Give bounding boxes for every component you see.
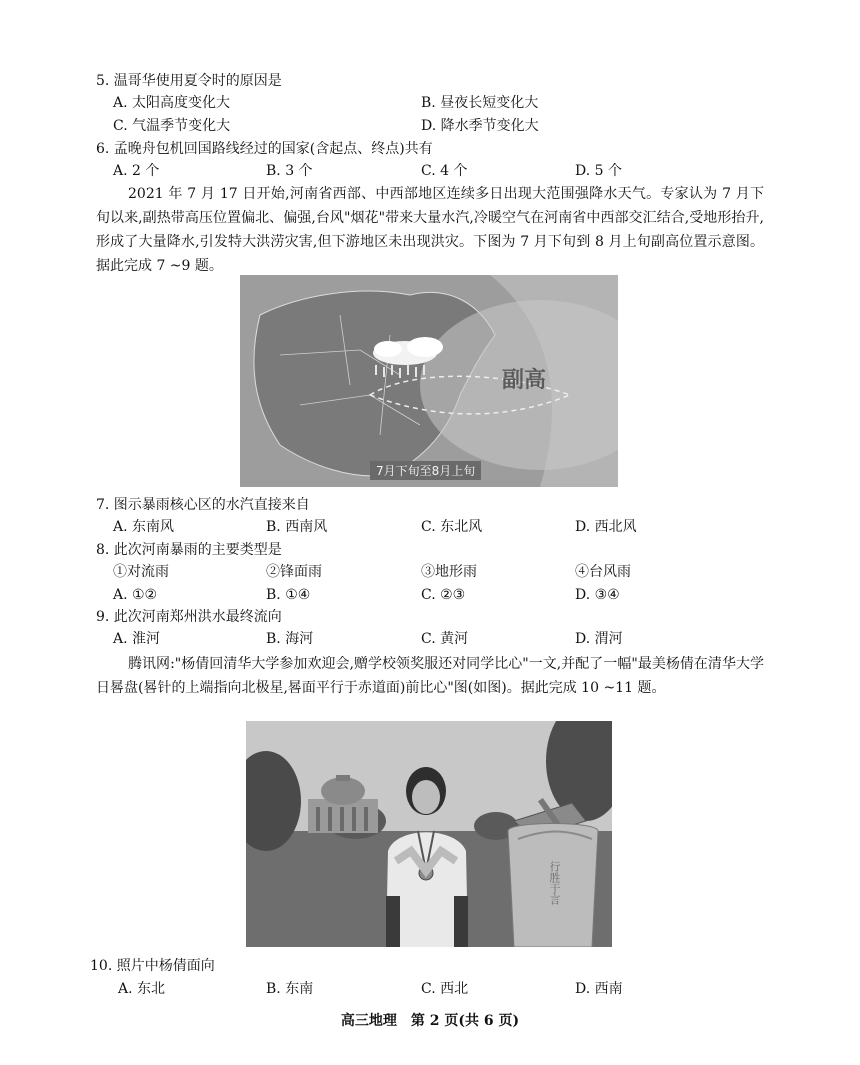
q7-option-d: D. 西北风 [575,519,637,535]
q10-option-a: A. 东北 [118,981,166,997]
q6-option-b: B. 3 个 [266,163,313,179]
photo-graphic [246,721,612,947]
q6-option-c: C. 4 个 [421,163,468,179]
sundial-photo [246,721,612,947]
q8-option-b: B. ①④ [266,587,311,603]
q9-option-c: C. 黄河 [421,631,469,647]
q10-option-b: B. 东南 [266,981,314,997]
q7-stem: 7. 图示暴雨核心区的水汽直接来自 [96,497,310,513]
passage-yang-qian: 腾讯网:"杨倩回清华大学参加欢迎会,赠学校领奖服还对同学比心"一文,并配了一幅"最美杨倩在清华大学日晷盘(晷针的上端指向北极星,晷面平行于赤道面)前比心"图(如图)。据此完成 10 ~11 题。 [96,656,764,696]
q10-option-c: C. 西北 [421,981,469,997]
q5-option-a: A. 太阳高度变化大 [113,95,231,111]
q8-option-a: A. ①② [113,587,158,603]
q8-option-d: D. ③④ [575,587,620,603]
map-caption: 7月下旬至8月上旬 [370,461,481,480]
map-graphic [240,275,618,487]
q8-item-1: ①对流雨 [113,564,169,580]
q5-option-b: B. 昼夜长短变化大 [421,95,539,111]
q5-stem: 5. 温哥华使用夏令时的原因是 [96,73,282,89]
q8-stem: 8. 此次河南暴雨的主要类型是 [96,542,282,558]
passage-henan-rainstorm: 2021 年 7 月 17 日开始,河南省西部、中西部地区连续多日出现大范围强降水天气。专家认为 7 月下旬以来,副热带高压位置偏北、偏强,台风"烟花"带来大量水汽,冷暖空气在河南省中西部交汇结合,受地形抬升,形成了大量降水,引发特大洪涝灾害,但下游地区未出现洪灾。下图为 7 月下旬到 8 月上旬副高位置示意图。据此完成 7 ~9 题。 [96,186,764,274]
q8-item-2: ②锋面雨 [266,564,322,580]
map-label-subtropical-high: 副高 [502,368,547,393]
q6-stem: 6. 孟晚舟包机回国路线经过的国家(含起点、终点)共有 [96,141,433,157]
q5-option-c: C. 气温季节变化大 [113,118,231,134]
q6-option-d: D. 5 个 [575,163,622,179]
q9-option-b: B. 海河 [266,631,314,647]
q6-option-a: A. 2 个 [113,163,160,179]
q10-stem: 10. 照片中杨倩面向 [90,958,215,974]
q8-option-c: C. ②③ [421,587,466,603]
page-footer: 高三地理 第 2 页(共 6 页) [340,1013,520,1029]
q10-option-d: D. 西南 [575,981,623,997]
q9-option-a: A. 淮河 [113,631,161,647]
q7-option-c: C. 东北风 [421,519,483,535]
q9-stem: 9. 此次河南郑州洪水最终流向 [96,609,282,625]
subtropical-high-map [240,275,618,487]
q7-option-a: A. 东南风 [113,519,175,535]
q8-item-3: ③地形雨 [421,564,477,580]
q5-option-d: D. 降水季节变化大 [421,118,539,134]
q8-item-4: ④台风雨 [575,564,631,580]
q9-option-d: D. 渭河 [575,631,623,647]
q7-option-b: B. 西南风 [266,519,328,535]
sundial-engraving: 行胜于言 [548,861,561,905]
